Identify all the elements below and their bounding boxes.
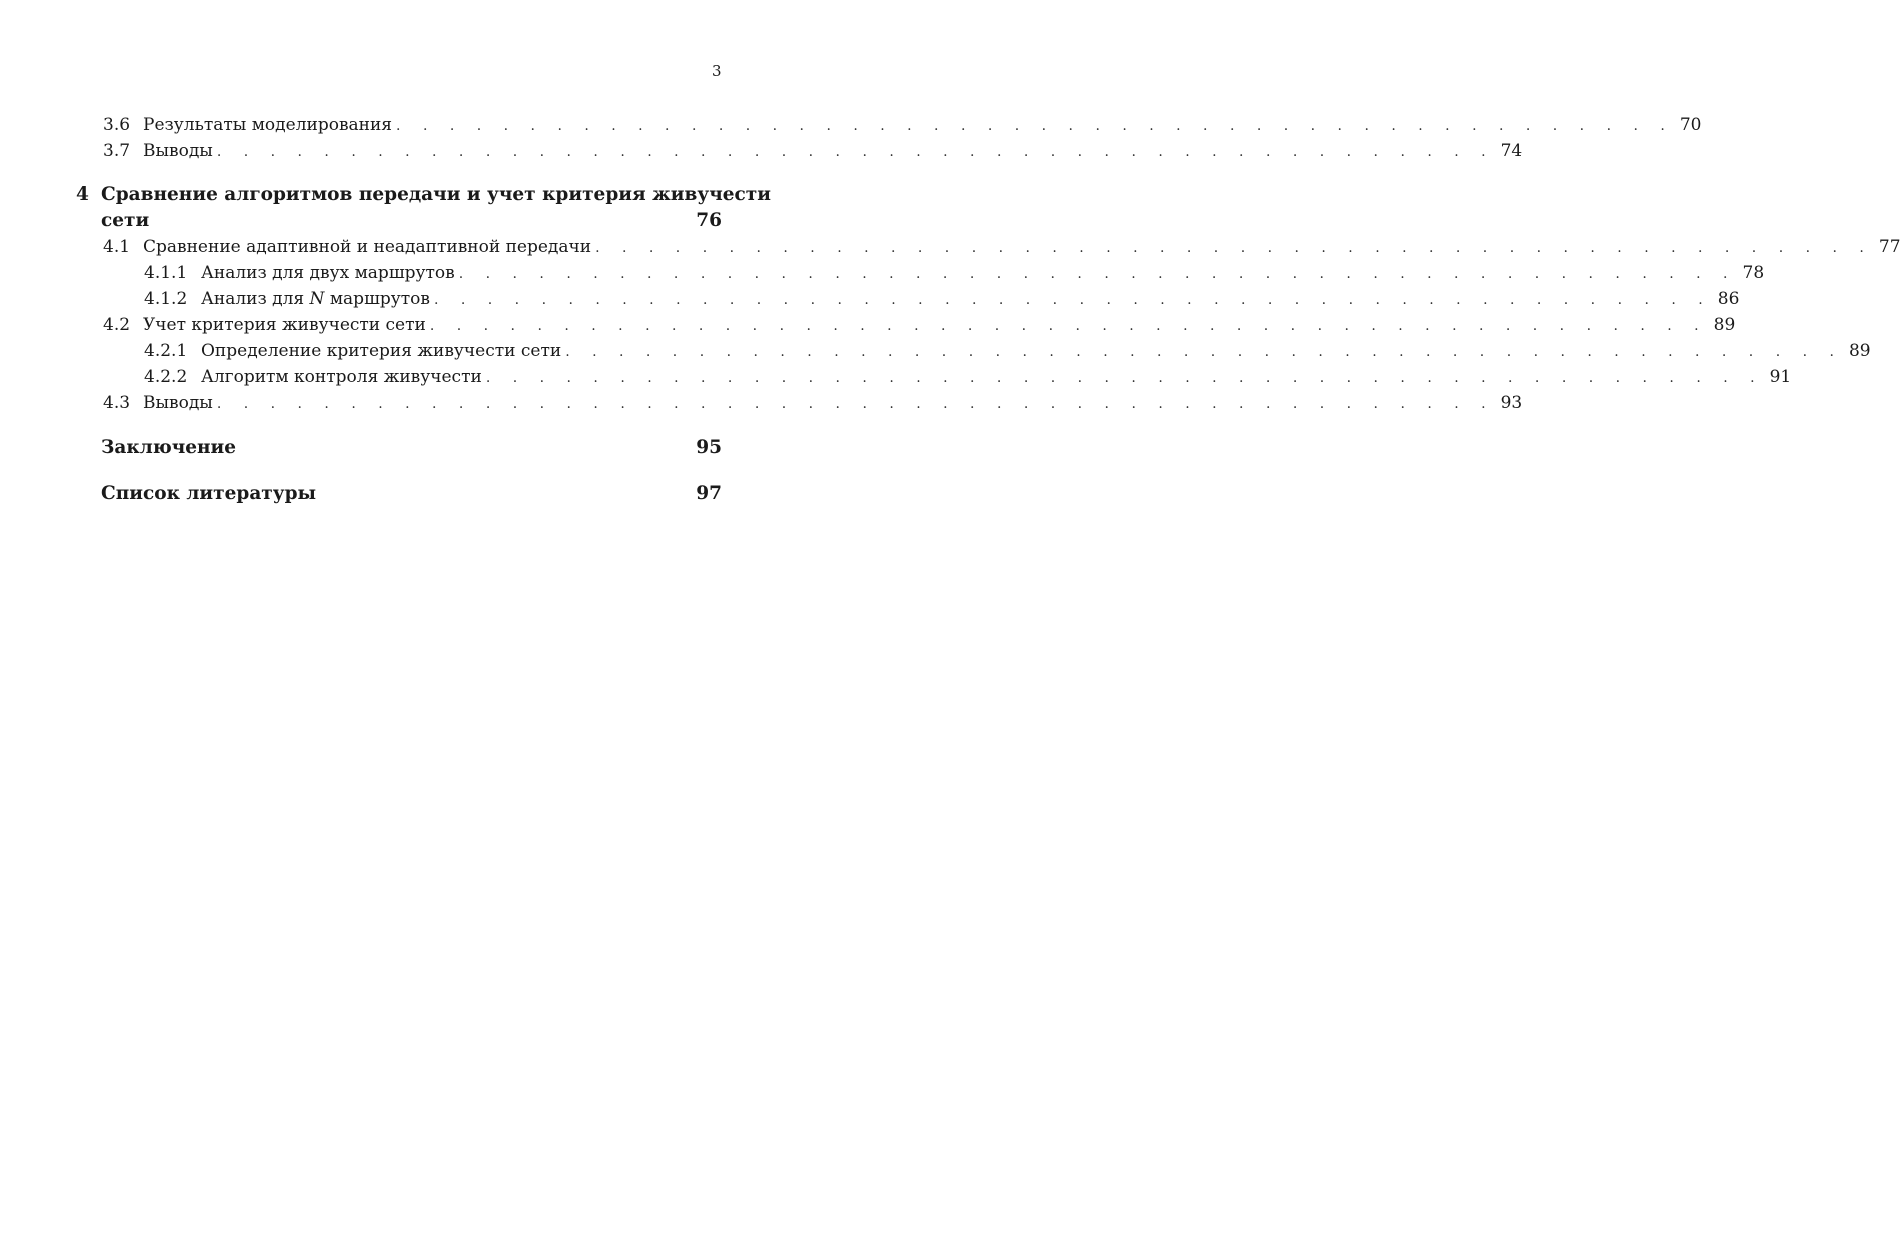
- section-title: Выводы: [143, 393, 213, 413]
- toc-entry-4-2[interactable]: [103, 312, 1736, 338]
- subsection-title: Алгоритм контроля живучести: [201, 367, 482, 387]
- toc-entry-4-2-2[interactable]: [144, 364, 1792, 390]
- toc-references[interactable]: [101, 481, 722, 507]
- page-ref: 89: [1713, 315, 1736, 335]
- toc-chapter-4[interactable]: [76, 182, 771, 208]
- subsection-title: Анализ для двух маршрутов: [201, 263, 455, 283]
- toc-conclusion[interactable]: [101, 435, 722, 461]
- chapter-title: Заключение: [101, 437, 237, 458]
- title-text-pre: Анализ для: [201, 289, 310, 309]
- page-ref: 78: [1742, 263, 1765, 283]
- section-number: 4.3: [103, 393, 131, 413]
- leader-dots: . . . . . . . . . . . . . . . . . . . . . . . . . . . . . . . . . . . . . . . . . . . . . . . .: [396, 118, 1674, 134]
- page-ref: 89: [1848, 341, 1871, 361]
- chapter-title-line2: сети: [101, 210, 150, 231]
- title-text-post: маршрутов: [324, 289, 430, 309]
- toc-entry-4-3[interactable]: [103, 390, 1523, 416]
- chapter-title: Список литературы: [101, 483, 317, 504]
- chapter-number: 4: [76, 184, 89, 205]
- math-variable-n: N: [309, 289, 325, 309]
- section-title: Выводы: [143, 141, 213, 161]
- page-ref: 86: [1717, 289, 1740, 309]
- toc-entry-4-2-1[interactable]: [144, 338, 1871, 364]
- page-ref: 70: [1679, 115, 1702, 135]
- toc-entry-3-6[interactable]: [103, 112, 1702, 138]
- leader-dots: . . . . . . . . . . . . . . . . . . . . . . . . . . . . . . . . . . . . . . . . . . . . . . . .: [458, 266, 1737, 282]
- page-number: 3: [712, 62, 722, 80]
- page-ref: 76: [696, 210, 722, 231]
- page-ref: 77: [1878, 237, 1901, 257]
- section-number: 4.2: [103, 315, 131, 335]
- section-title: Учет критерия живучести сети: [143, 315, 426, 335]
- section-number: 4.1: [103, 237, 131, 257]
- section-title: Результаты моделирования: [143, 115, 393, 135]
- page-ref: 91: [1769, 367, 1792, 387]
- leader-dots: . . . . . . . . . . . . . . . . . . . . . . . . . . . . . . . . . . . . . . . . . . . . . . . .: [565, 344, 1843, 360]
- leader-dots: . . . . . . . . . . . . . . . . . . . . . . . . . . . . . . . . . . . . . . . . . . . . . . . .: [216, 144, 1495, 160]
- section-number: 3.7: [103, 141, 131, 161]
- chapter-title-line1: Сравнение алгоритмов передачи и учет критерия живучести: [101, 184, 771, 205]
- toc-chapter-4-continued[interactable]: [101, 208, 722, 234]
- leader-dots: . . . . . . . . . . . . . . . . . . . . . . . . . . . . . . . . . . . . . . . . . . . . . . . .: [433, 292, 1712, 308]
- subsection-title: Определение критерия живучести сети: [201, 341, 562, 361]
- leader-dots: . . . . . . . . . . . . . . . . . . . . . . . . . . . . . . . . . . . . . . . . . . . . . . . .: [216, 396, 1495, 412]
- toc-entry-4-1-1[interactable]: [144, 260, 1765, 286]
- section-title: Сравнение адаптивной и неадаптивной передачи: [143, 237, 592, 257]
- page-ref: 93: [1500, 393, 1523, 413]
- subsection-number: 4.2.1: [144, 341, 188, 361]
- toc-entry-3-7[interactable]: [103, 138, 1523, 164]
- toc-entry-4-1[interactable]: [103, 234, 1901, 260]
- subsection-number: 4.1.2: [144, 289, 188, 309]
- subsection-number: 4.2.2: [144, 367, 188, 387]
- toc-entry-4-1-2[interactable]: [144, 286, 1740, 312]
- leader-dots: . . . . . . . . . . . . . . . . . . . . . . . . . . . . . . . . . . . . . . . . . . . . . . . .: [429, 318, 1708, 334]
- subsection-number: 4.1.1: [144, 263, 188, 283]
- section-number: 3.6: [103, 115, 131, 135]
- page-ref: 74: [1500, 141, 1523, 161]
- subsection-title: [201, 286, 434, 312]
- leader-dots: . . . . . . . . . . . . . . . . . . . . . . . . . . . . . . . . . . . . . . . . . . . . . . . .: [485, 370, 1764, 386]
- leader-dots: . . . . . . . . . . . . . . . . . . . . . . . . . . . . . . . . . . . . . . . . . . . . . . . .: [595, 240, 1873, 256]
- page-ref: 95: [696, 437, 722, 458]
- page-ref: 97: [696, 483, 722, 504]
